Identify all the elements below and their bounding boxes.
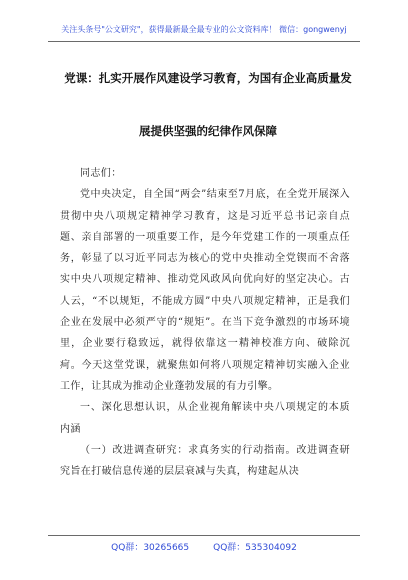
footer-divider <box>48 535 360 536</box>
footer <box>0 540 408 553</box>
section-heading: 一、深化思想认识，从企业视角解读中央八项规定的本质内涵 <box>60 402 350 435</box>
paragraph: 党中央决定，自全国“两会”结束至7月底，在全党开展深入贯彻中央八项规定精神学习教育，这是习近平总书记亲自点题、亲自部署的一项重要工作，是今年党建工作的一项重点任务，彰显了以习近平同志为核心的党中央推动全党锲而不舍落实中央八项规定精神、推动党风政风向优向好的坚定决心。古人云，“不以规矩，不能成方圆”中央八项规定精神，正是我们企业在发展中必须严守的“规矩”。在当下竞争激烈的市场环境里，企业要行稳致远，就得依靠这一精神校准方向、破除沉疴。今天这堂党课，就聚焦如何将八项规定精神切实融入企业工作，让其成为推动企业蓬勃发展的有力引擎。 <box>60 189 350 392</box>
footer-qq-group-1: QQ群：30265665 <box>111 543 190 553</box>
header-notice: 关注头条号"公文研究"，获得最新最全最专业的公文资料库！ 微信：gongwenyj <box>61 25 347 34</box>
paragraph: （一）改进调查研究：求真务实的行动指南。改进调查研究旨在打破信息传递的层层衰减与失真，构建起从决 <box>60 444 350 478</box>
salutation: 同志们： <box>80 168 122 179</box>
document-title-line-1: 党课：扎实开展作风建设学习教育，为国有企业高质量发 <box>64 71 352 85</box>
footer-qq-group-2: QQ群：535304092 <box>213 543 297 553</box>
document-title-line-2: 展提供坚强的纪律作风保障 <box>139 124 277 138</box>
header-divider <box>48 41 360 42</box>
document-body <box>60 163 350 482</box>
